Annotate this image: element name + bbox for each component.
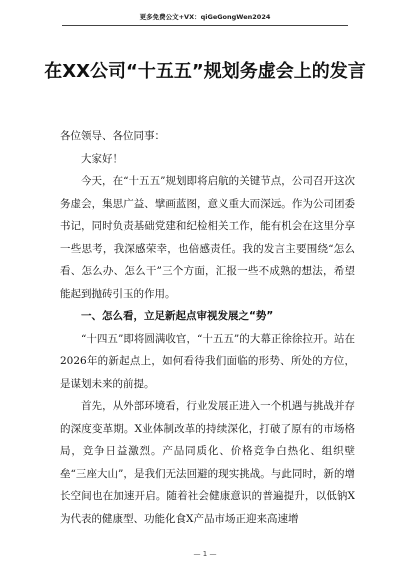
page-header: 更多免费公文+VX：qiGeGongWen2024 (139, 13, 271, 21)
page-number: — 1 — (193, 550, 217, 558)
section-heading-1: 一、怎么看，立足新起点审视发展之“势” (81, 310, 274, 322)
paragraph-2: “十四五”即将圆满收官，“十五五”的大幕正徐徐拉开。站在2026年的新起点上，如何看待我们面临的形势、所处的方位，是谋划未来的前提。 (60, 332, 355, 390)
document-body (60, 125, 355, 530)
paragraph-intro: 今天，在“十五五”规划即将启航的关键节点，公司召开这次务虚会，集思广益、擘画蓝图，意义重大而深远。作为公司团委书记，同时负责基础党建和纪检相关工作，能有机会在这里分享一些思考，我深感荣幸，也倍感责任。我的发言主要围绕“怎么看、怎么办、怎么干”三个方面，汇报一些不成熟的想法，希望能起到抛砖引玉的作用。 (60, 175, 355, 300)
header-rule (62, 25, 348, 26)
document-title: 在XX公司“十五五”规划务虚会上的发言 (44, 61, 366, 82)
greeting: 大家好！ (81, 152, 123, 165)
salutation: 各位领导、各位同事： (60, 130, 165, 142)
paragraph-3: 首先，从外部环境看，行业发展正进入一个机遇与挑战并存的深度变革期。X业体制改革的持续深化，打破了原有的市场格局，竞争日益激烈。产品同质化、价格竞争白热化、组织壁垒“三座大山”，是我们无法回避的现实挑战。与此同时，新的增长空间也在加速开启。随着社会健康意识的普遍提升，以低钠X为代表的健康型、功能化食X产品市场正迎来高速增 (60, 400, 355, 525)
